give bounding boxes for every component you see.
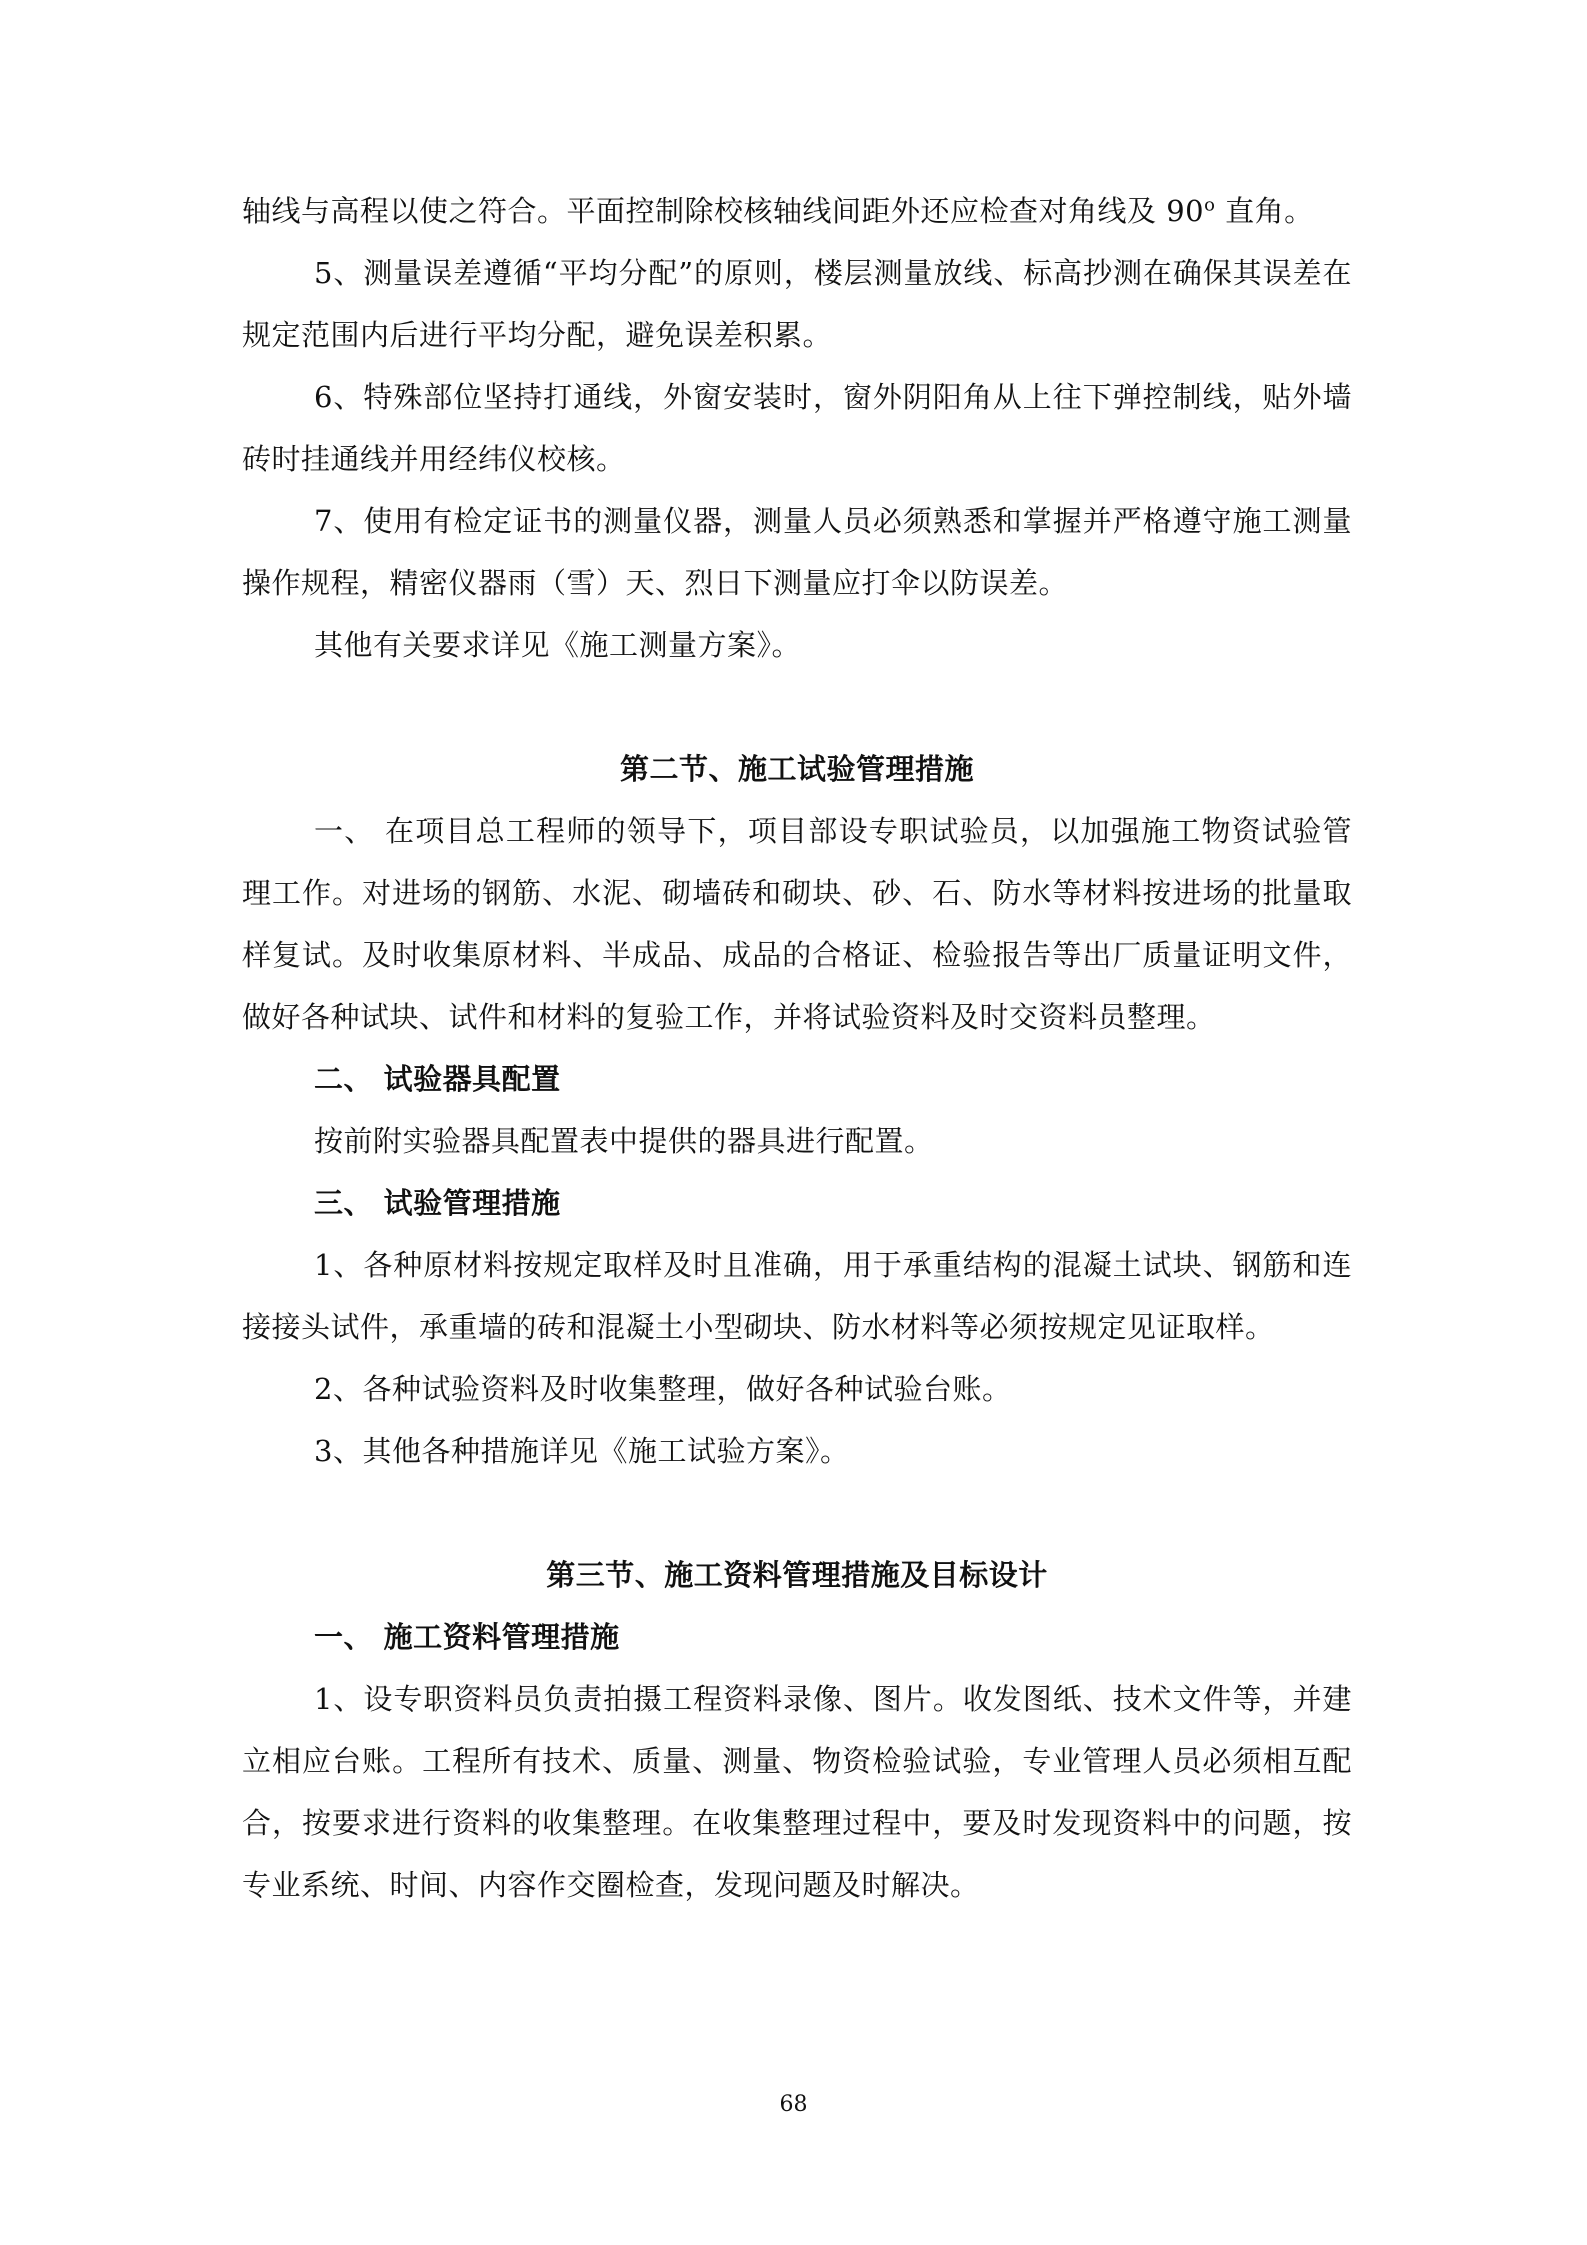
paragraph-other-requirements: 其他有关要求详见《施工测量方案》。 — [314, 628, 802, 662]
section-3-paragraph-1: 1、设专职资料员负责拍摄工程资料录像、图片。收发图纸、技术文件等，并建立相应台账。工程所有技术、质量、测量、物资检验试验，专业管理人员必须相互配合，按要求进行资料的收集整理。在收集整理过程中，要及时发现资料中的问题，按专业系统、时间、内容作交圈检查，发现问题及时解决。 — [242, 1682, 1352, 1902]
paragraph-item-5: 5、测量误差遵循“平均分配”的原则，楼层测量放线、标高抄测在确保其误差在规定范围内后进行平均分配，避免误差积累。 — [242, 256, 1352, 352]
section-2-subheading-2: 二、 试验器具配置 — [314, 1062, 561, 1096]
paragraph-axis-check-text-b: 直角。 — [1215, 194, 1314, 228]
section-gap — [242, 676, 1352, 738]
section-2-title: 第二节、施工试验管理措施 — [619, 752, 974, 786]
section-2-subheading-3: 三、 试验管理措施 — [314, 1186, 561, 1220]
section-3-title: 第三节、施工资料管理措施及目标设计 — [546, 1558, 1048, 1592]
degree-superscript: o — [1204, 194, 1216, 216]
paragraph-item-7: 7、使用有检定证书的测量仪器，测量人员必须熟悉和掌握并严格遵守施工测量操作规程，精密仪器雨（雪）天、烈日下测量应打伞以防误差。 — [242, 504, 1352, 600]
section-3-subheading-1: 一、 施工资料管理措施 — [314, 1620, 620, 1654]
section-2-paragraph-1: 一、 在项目总工程师的领导下，项目部设专职试验员，以加强施工物资试验管理工作。对进场的钢筋、水泥、砌墙砖和砌块、砂、石、防水等材料按进场的批量取样复试。及时收集原材料、半成品、成品的合格证、检验报告等出厂质量证明文件，做好各种试块、试件和材料的复验工作，并将试验资料及时交资料员整理。 — [242, 814, 1352, 1034]
section-2-item-1: 1、各种原材料按规定取样及时且准确，用于承重结构的混凝土试块、钢筋和连接接头试件，承重墙的砖和混凝土小型砌块、防水材料等必须按规定见证取样。 — [242, 1248, 1352, 1344]
page-body — [242, 180, 1352, 1916]
paragraph-axis-check-text-a: 轴线与高程以使之符合。平面控制除校核轴线间距外还应检查对角线及 90 — [242, 194, 1205, 228]
section-2-paragraph-2: 按前附实验器具配置表中提供的器具进行配置。 — [314, 1124, 934, 1158]
section-gap — [242, 1482, 1352, 1544]
paragraph-axis-check — [242, 180, 1352, 242]
paragraph-item-6: 6、特殊部位坚持打通线，外窗安装时，窗外阴阳角从上往下弹控制线，贴外墙砖时挂通线并用经纬仪校核。 — [242, 380, 1352, 476]
section-2-item-3: 3、其他各种措施详见《施工试验方案》。 — [314, 1434, 850, 1468]
page-number: 68 — [779, 2092, 808, 2117]
section-2-item-2: 2、各种试验资料及时收集整理，做好各种试验台账。 — [314, 1372, 1012, 1406]
